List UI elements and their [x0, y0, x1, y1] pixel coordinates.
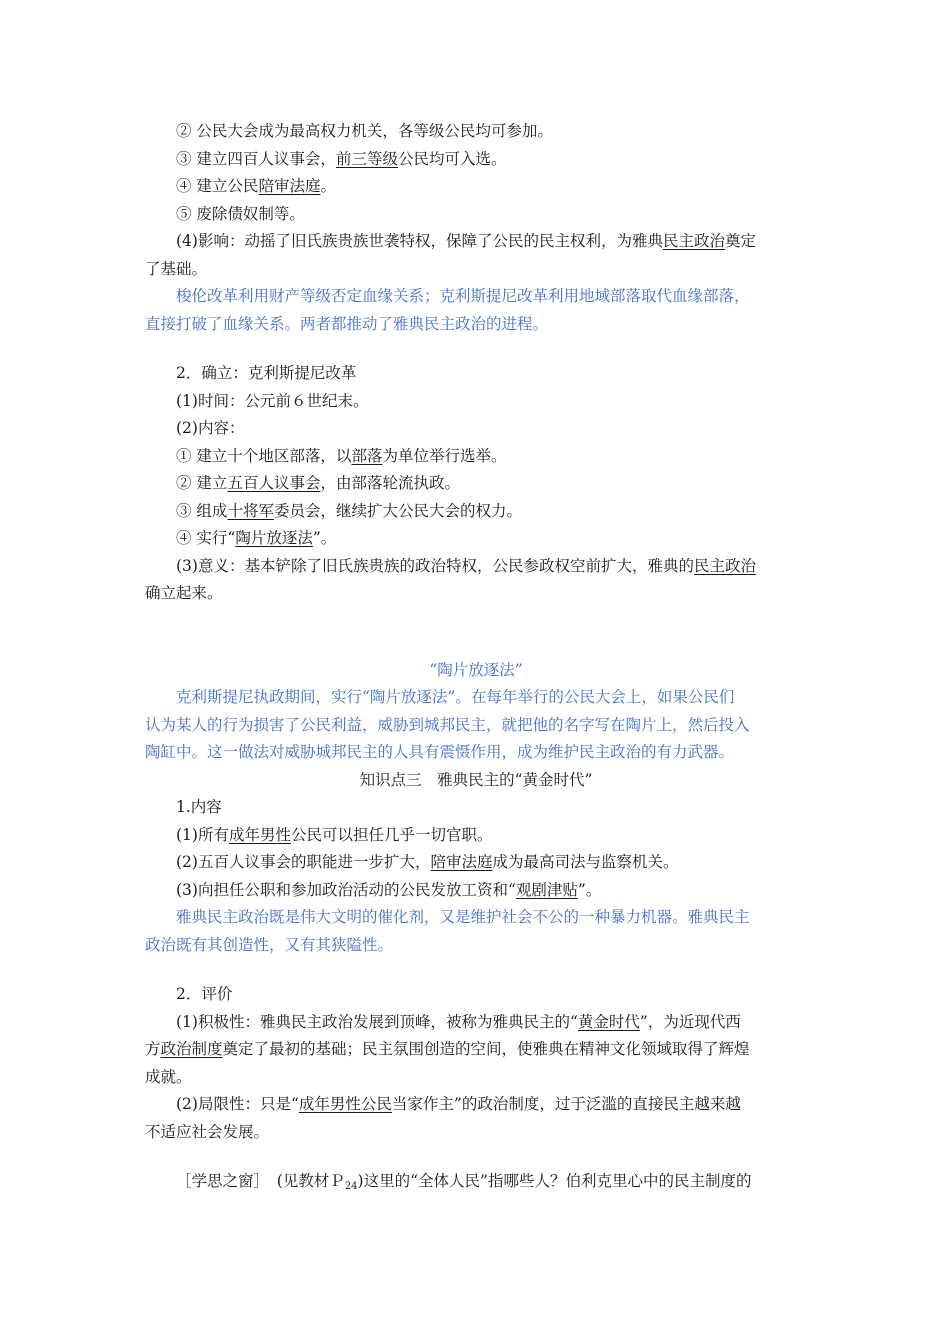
text: ④ 建立公民 — [176, 177, 259, 195]
text: 知识点三 雅典民主的“黄金时代” — [359, 770, 593, 789]
text: 成就。 — [145, 1067, 192, 1086]
text: 直接打破了血缘关系。两者都推动了雅典民主政治的进程。 — [145, 314, 549, 333]
underlined-term: 陪审法庭 — [258, 177, 321, 195]
underlined-term: 政治制度 — [160, 1040, 223, 1058]
underlined-term: 十将军 — [227, 501, 274, 520]
text: 成为最高司法与监察机关。 — [492, 853, 679, 871]
content-item-3 — [145, 498, 807, 526]
underlined-term: 五百人议事会 — [227, 474, 321, 492]
evaluation-positive-2 — [145, 1036, 807, 1064]
evaluation-positive-3 — [145, 1064, 807, 1092]
text: ③ 建立四百人议事会， — [176, 149, 336, 168]
underlined-term: 民主政治 — [693, 556, 756, 575]
golden-note-2 — [145, 932, 807, 960]
golden-note-1 — [145, 904, 807, 932]
text: 公民可以担任几乎一切官职。 — [290, 825, 493, 844]
text: (1)时间：公元前６世纪末。 — [176, 391, 369, 410]
text: (1)所有 — [176, 825, 229, 844]
text: (4)影响：动摇了旧氏族贵族世袭特权，保障了公民的民主权利，为雅典 — [176, 232, 663, 250]
section-title-establishment — [145, 360, 807, 388]
text: 克利斯提尼执政期间，实行“陶片放逐法”。在每年举行的公民大会上，如果公民们 — [176, 688, 735, 706]
text: ③ 组成 — [176, 501, 228, 520]
time-line — [145, 388, 807, 416]
reform-item-2 — [145, 118, 807, 146]
golden-item-2 — [145, 849, 807, 877]
text: ，由部落轮流执政。 — [320, 474, 460, 492]
text: 。 — [320, 177, 336, 195]
text: (3)向担任公职和参加政治活动的公民发放工资和“ — [176, 880, 516, 899]
content-label — [145, 415, 807, 443]
text: ① 建立十个地区部落，以 — [176, 446, 352, 465]
text: 陶缸中。这一做法对威胁城邦民主的人具有震慑作用，成为维护民主政治的有力武器。 — [145, 743, 735, 761]
text: ⑤ 废除债奴制等。 — [176, 204, 305, 223]
text: (2)内容： — [176, 419, 245, 437]
ostracism-title — [145, 657, 807, 685]
text: ④ 实行“ — [176, 529, 236, 547]
page-subscript: 24 — [344, 1181, 358, 1192]
evaluation-limit-2 — [145, 1119, 807, 1147]
reform-item-4 — [145, 173, 807, 201]
text: 方 — [145, 1040, 161, 1058]
underlined-term: 观剧津贴 — [515, 880, 578, 899]
text: 当家作主”的政治制度，过于泛滥的直接民主越来越 — [391, 1095, 741, 1113]
text: 雅典民主政治既是伟大文明的催化剂，又是维护社会不公的一种暴力机器。雅典民主 — [176, 908, 750, 926]
ostracism-text-3 — [145, 739, 807, 767]
text: 了基础。 — [145, 259, 208, 278]
content-item-2 — [145, 470, 807, 498]
text: ［学思之窗］ (见教材Ｐ — [176, 1172, 345, 1190]
reform-item-5 — [145, 201, 807, 229]
text: ”。 — [577, 880, 602, 899]
text: 确立起来。 — [145, 584, 223, 602]
text: 奠定了最初的基础；民主氛围创造的空间，使雅典在精神文化领域取得了辉煌 — [222, 1040, 750, 1058]
influence-line-1 — [145, 228, 807, 256]
significance-line-1 — [145, 553, 807, 581]
ostracism-text-2 — [145, 712, 807, 740]
text: ② 建立 — [176, 474, 228, 492]
text: 梭伦改革利用财产等级否定血缘关系；克利斯提尼改革利用地域部落取代血缘部落， — [176, 287, 750, 305]
text: 公民均可入选。 — [397, 149, 507, 168]
evaluation-positive-1 — [145, 1009, 807, 1037]
underlined-term: 陪审法庭 — [430, 853, 493, 871]
underlined-term: 成年男性公民 — [298, 1095, 392, 1113]
text: (2)五百人议事会的职能进一步扩大， — [176, 853, 431, 871]
document-page — [145, 118, 807, 1196]
underlined-term: 民主政治 — [662, 232, 725, 250]
knowledge-point-3-heading — [145, 767, 807, 795]
subsection-evaluation — [145, 981, 807, 1009]
text: ② 公民大会成为最高权力机关，各等级公民均可参加。 — [176, 122, 553, 140]
text: ”。 — [312, 529, 337, 547]
text: 委员会，继续扩大公民大会的权力。 — [273, 501, 522, 520]
study-window-line — [145, 1168, 807, 1196]
golden-item-1 — [145, 822, 807, 850]
text: 2．确立：克利斯提尼改革 — [176, 364, 357, 382]
text: 2．评价 — [176, 985, 233, 1003]
note-line-1 — [145, 283, 807, 311]
reform-item-3 — [145, 146, 807, 174]
content-item-1 — [145, 443, 807, 471]
underlined-term: 前三等级 — [335, 149, 398, 168]
text: 认为某人的行为损害了公民利益，威胁到城邦民主，就把他的名字写在陶片上，然后投入 — [145, 715, 750, 734]
influence-line-2 — [145, 256, 807, 284]
text: )这里的“全体人民”指哪些人？伯利克里心中的民主制度的 — [357, 1172, 752, 1190]
note-line-2 — [145, 311, 807, 339]
text: 为单位举行选举。 — [382, 446, 507, 465]
content-item-4 — [145, 525, 807, 553]
text: (3)意义：基本铲除了旧氏族贵族的政治特权，公民参政权空前扩大，雅典的 — [176, 556, 694, 575]
golden-item-3 — [145, 877, 807, 905]
ostracism-text-1 — [145, 684, 807, 712]
underlined-term: 黄金时代 — [577, 1012, 640, 1031]
text: 政治既有其创造性，又有其狭隘性。 — [145, 935, 394, 954]
text: (1)积极性：雅典民主政治发展到顶峰，被称为雅典民主的“ — [176, 1012, 578, 1031]
text: 1.内容 — [176, 798, 222, 816]
significance-line-2 — [145, 580, 807, 608]
underlined-term: 成年男性 — [228, 825, 291, 844]
text: “陶片放逐法” — [429, 660, 523, 679]
underlined-term: 部落 — [351, 446, 383, 465]
subsection-content — [145, 794, 807, 822]
text: (2)局限性：只是“ — [176, 1095, 299, 1113]
underlined-term: 陶片放逐法 — [235, 529, 313, 547]
text: 不适应社会发展。 — [145, 1122, 270, 1141]
text: 奠定 — [724, 232, 756, 250]
evaluation-limit-1 — [145, 1091, 807, 1119]
text: ”，为近现代西 — [639, 1012, 741, 1031]
